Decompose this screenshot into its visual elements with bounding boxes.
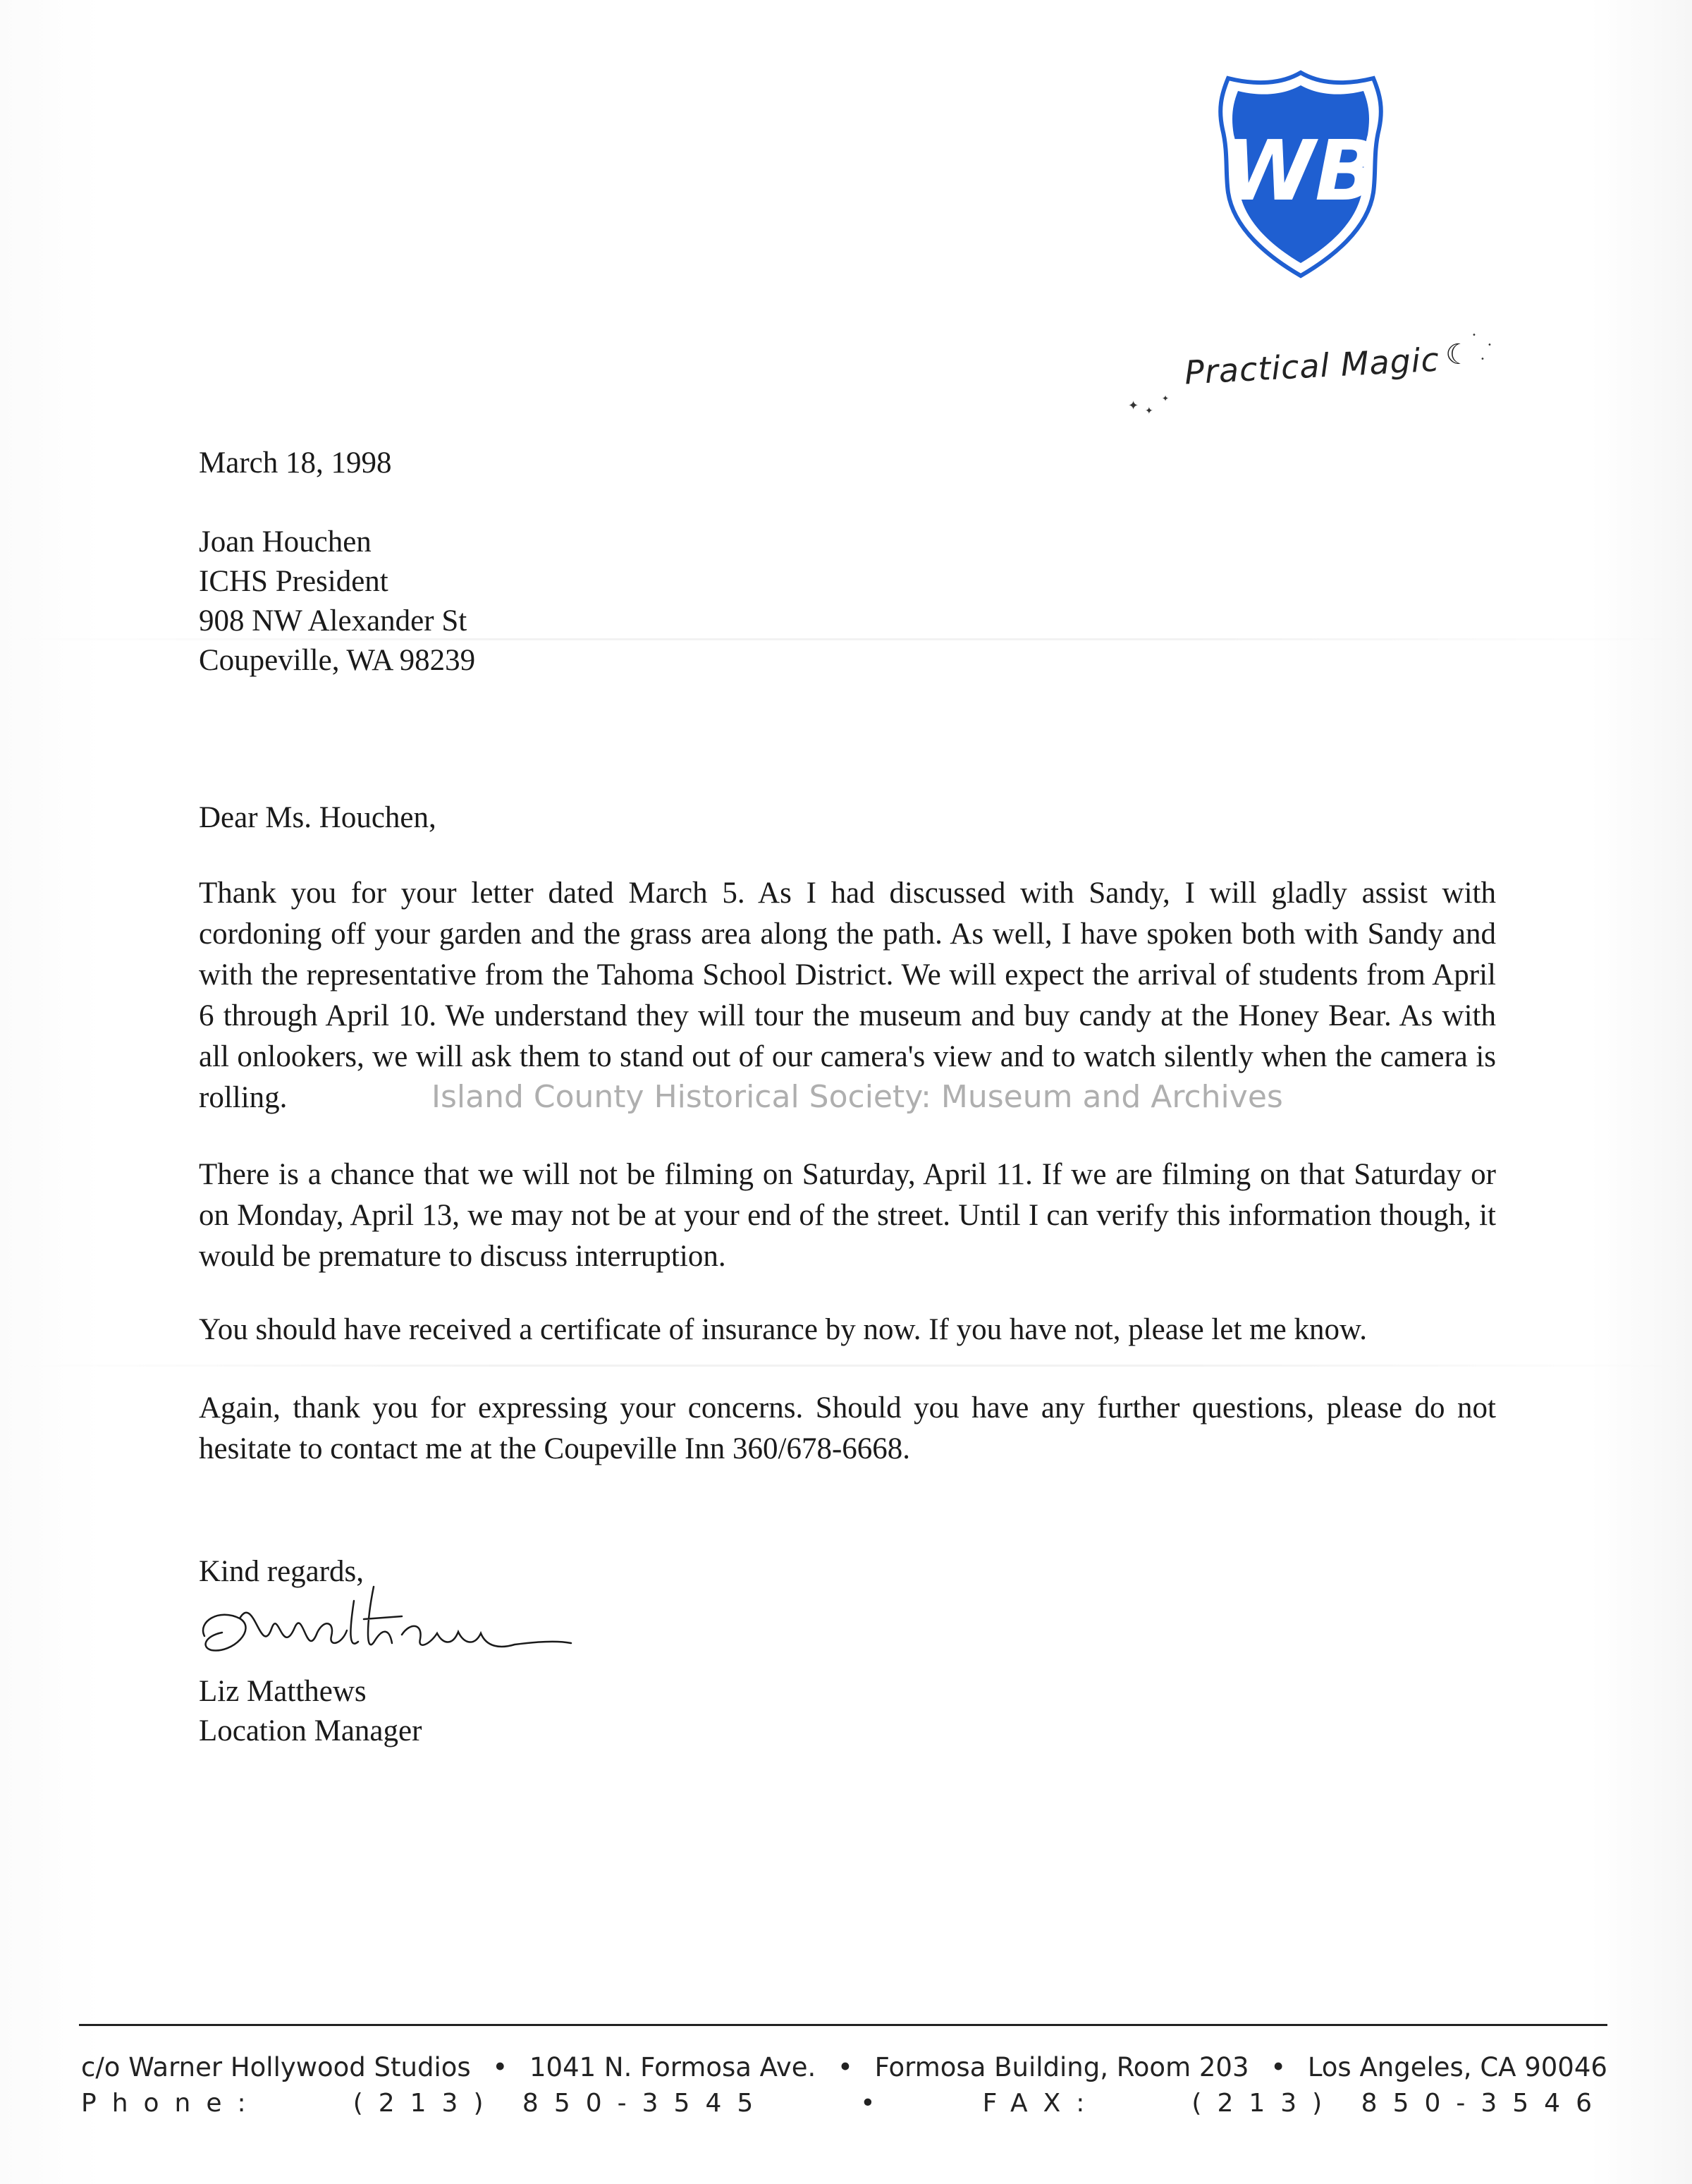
paragraph-text: There is a chance that we will not be filming on Saturday, April 11. If we are filming on that Saturday or on Monday, April 13, we may not be at your end of the street. Until I can verify this information though, it would be premature to discuss interruption. (199, 1158, 1496, 1273)
footer-bullet: • (1270, 2052, 1287, 2082)
footer-bullet: • (860, 2089, 891, 2118)
signer-title: Location Manager (199, 1714, 422, 1747)
paragraph-text: Again, thank you for expressing your concerns. Should you have any further questions, please do not hesitate to contact me at the Coupeville Inn 360/678-6668. (199, 1391, 1496, 1465)
star-icon: ✦ (1162, 394, 1170, 403)
phone-label: Phone: (81, 2089, 262, 2118)
star-icon: ✦ (1145, 405, 1153, 417)
star-icon: • (1488, 341, 1492, 349)
footer-bullet: • (838, 2052, 853, 2082)
film-title-block (1121, 331, 1516, 423)
body-paragraph-2 (199, 1154, 1496, 1277)
closing: Kind regards, (199, 1555, 364, 1588)
body-paragraph-3 (199, 1310, 1496, 1350)
recipient-title: ICHS President (199, 565, 388, 598)
wb-shield-logo (1213, 67, 1389, 282)
star-icon: • (1472, 331, 1476, 339)
footer-building: Formosa Building, Room 203 (874, 2052, 1249, 2082)
recipient-name: Joan Houchen (199, 525, 372, 559)
paragraph-text: You should have received a certificate of insurance by now. If you have not, please let me know. (199, 1313, 1367, 1346)
crescent-moon-icon: ☾ (1445, 338, 1471, 371)
signer-name: Liz Matthews (199, 1675, 367, 1708)
body-paragraph-4 (199, 1388, 1496, 1470)
paragraph-text: Thank you for your letter dated March 5. As I had discussed with Sandy, I will gladly assist with cordoning off your garden and the grass area along the path. As well, I have spoken both with Sandy and with the representative from the Tahoma School District. We will expect the arrival of students from April 6 through April 10. We understand they will tour the museum and buy candy at the Honey Bear. As with all onlookers, we will ask them to stand out of our camera's view and to watch silently when the camera is rolling. (199, 877, 1496, 1114)
footer-city: Los Angeles, CA 90046 (1307, 2052, 1607, 2082)
letter-date: March 18, 1998 (199, 446, 392, 480)
recipient-city: Coupeville, WA 98239 (199, 644, 476, 677)
salutation: Dear Ms. Houchen, (199, 801, 436, 834)
film-title: Practical Magic (1183, 340, 1441, 392)
footer-street: 1041 N. Formosa Ave. (529, 2052, 816, 2082)
paper-fold-line (0, 1365, 1692, 1367)
star-icon: ✦ (1128, 398, 1139, 413)
footer-address (81, 2052, 1607, 2082)
archive-watermark: Island County Historical Society: Museum and Archives (431, 1079, 1283, 1115)
wb-logo-letters: WB (1222, 122, 1379, 219)
fax-number: (213) 850-3546 (1191, 2089, 1607, 2118)
footer-contact (81, 2089, 1607, 2118)
recipient-street: 908 NW Alexander St (199, 604, 467, 637)
footer-bullet: • (492, 2052, 508, 2082)
footer-studio: c/o Warner Hollywood Studios (81, 2052, 471, 2082)
phone-number: (213) 850-3545 (352, 2089, 769, 2118)
footer-rule (79, 2024, 1607, 2026)
fax-label: FAX: (982, 2089, 1101, 2118)
star-icon: • (1480, 355, 1485, 363)
